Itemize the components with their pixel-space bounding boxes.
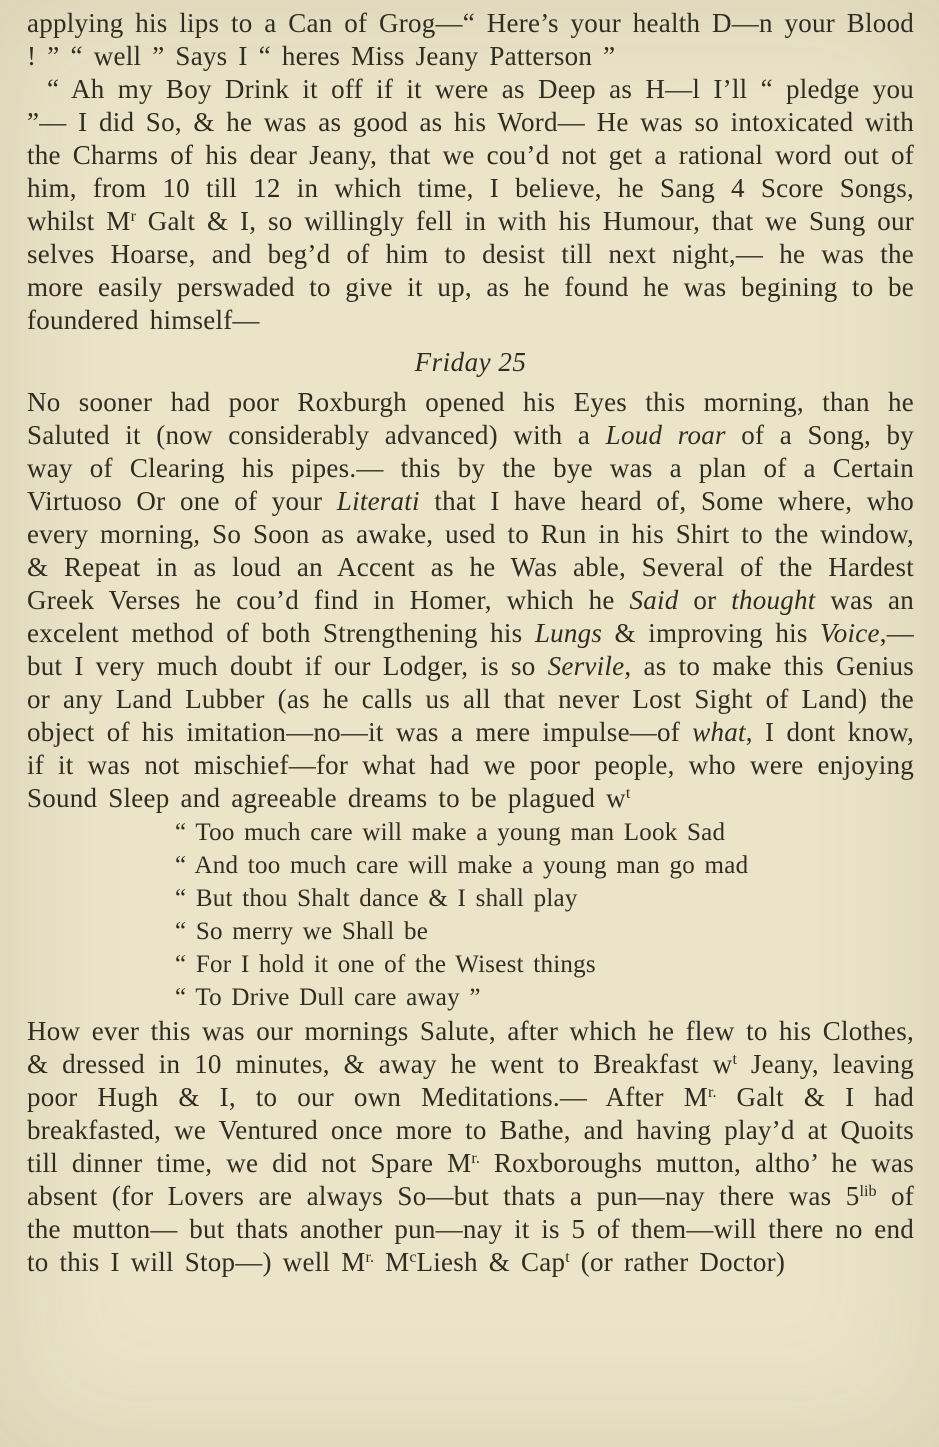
paragraph-grog (27, 7, 914, 73)
text-run: what (692, 717, 746, 747)
paragraph-roxburgh-morning (27, 386, 914, 815)
verse-song-line-3: “ But thou Shalt dance & I shall play (175, 885, 578, 912)
text-run: Loud roar (605, 420, 726, 450)
verse-song-line-2: “ And too much care will make a young man go mad (175, 852, 749, 879)
text-run: applying his lips to a Can of Grog—“ Here’s your health D—n your Blood ! ” “ well ” Says I “ heres Miss Jeany Patterson ” (27, 8, 914, 71)
text-run: Said (629, 585, 679, 615)
text-run: Galt & I had breakfasted, we Ventured once more to Bathe, and having play’d at Quoits till dinner time, we did not Spare M (27, 1082, 914, 1178)
text-run: , I dont know, if it was not mischief—for what had we poor people, who were enjoying Sound Sleep and agreeable dreams to be plagued w (27, 717, 914, 813)
text-run: & improving his (602, 618, 821, 648)
text-run: Literati (336, 486, 420, 516)
verse-song-line-1: “ Too much care will make a young man Look Sad (175, 819, 726, 846)
superscript: r (130, 207, 136, 226)
text-run: Voice (820, 618, 880, 648)
superscript: r. (471, 1149, 480, 1168)
superscript: t (732, 1050, 738, 1069)
superscript: t (625, 784, 631, 803)
paragraph-mornings-salute (27, 1015, 914, 1279)
text-run: M (374, 1247, 410, 1277)
text-run: How ever this was our mornings Salute, after which he flew to his Clothes, & dressed in 10 minutes, & away he went to Breakfast w (27, 1016, 914, 1079)
verse-song-line-4: “ So merry we Shall be (175, 918, 429, 945)
text-run: of the mutton— but thats another pun—nay it is 5 of them—will there no end to this I will Stop—) well M (27, 1181, 914, 1277)
verse-song (175, 816, 914, 1014)
text-run: or (678, 585, 732, 615)
heading-friday-25 (27, 346, 914, 379)
text-run: (or rather Doctor) (569, 1247, 786, 1277)
superscript: lib (859, 1182, 877, 1201)
text-run: No sooner had poor Roxburgh opened his Eyes this morning, than he Saluted it (now considerably advanced) with a (27, 387, 914, 450)
text-run: “ Ah my Boy Drink it off if it were as Deep as H—l I’ll “ pledge you ”— I did So, & he was as good as his Word— He was so intoxicated with the Charms of his dear Jeany, that we cou’d not get a rational word out of him, from 10 till 12 in which time, I believe, he Sang 4 Score Songs, whilst M (27, 74, 914, 236)
text-run: Jeany, leaving poor Hugh & I, to our own Meditations.— After M (27, 1049, 914, 1112)
text-run: was an excelent method of both Strengthening his (27, 585, 914, 648)
text-run: that I have heard of, Some where, who every morning, So Soon as awake, used to Run in his Shirt to the window, & Repeat in as loud an Accent as he Was able, Several of the Hardest Greek Verses he cou’d find in Homer, which he (27, 486, 914, 615)
superscript: t (565, 1248, 570, 1267)
superscript: r. (365, 1248, 375, 1267)
superscript: c (409, 1248, 417, 1267)
superscript: r. (707, 1083, 717, 1102)
verse-song-line-5: “ For I hold it one of the Wisest things (175, 951, 596, 978)
paragraph-drink-it-off (27, 73, 914, 337)
text-run: Galt & I, so willingly fell in with his Humour, that we Sung our selves Hoarse, and beg’d of him to desist till next night,— he was the more easily perswaded to give it up, as he found he was begining to be foundered himself— (27, 206, 914, 335)
verse-song-line-6: “ To Drive Dull care away ” (175, 984, 481, 1011)
text-run: , as to make this Genius or any Land Lubber (as he calls us all that never Lost Sight of Land) the object of his imitation—no—it was a mere impulse—of (27, 651, 914, 747)
text-run: of a Song, by way of Clearing his pipes.— this by the bye was a plan of a Certain Virtuoso Or one of your (27, 420, 914, 516)
text-run: Roxboroughs mutton, altho’ he was absent (for Lovers are always So—but thats a pun—nay there was 5 (27, 1148, 914, 1211)
text-run: Lungs (534, 618, 603, 648)
text-run: Servile (547, 651, 625, 681)
text-run: Liesh & Cap (416, 1247, 566, 1277)
text-run: Friday 25 (414, 347, 527, 377)
text-run: ,— but I very much doubt if our Lodger, is so (27, 618, 914, 681)
text-run: thought (731, 585, 816, 615)
